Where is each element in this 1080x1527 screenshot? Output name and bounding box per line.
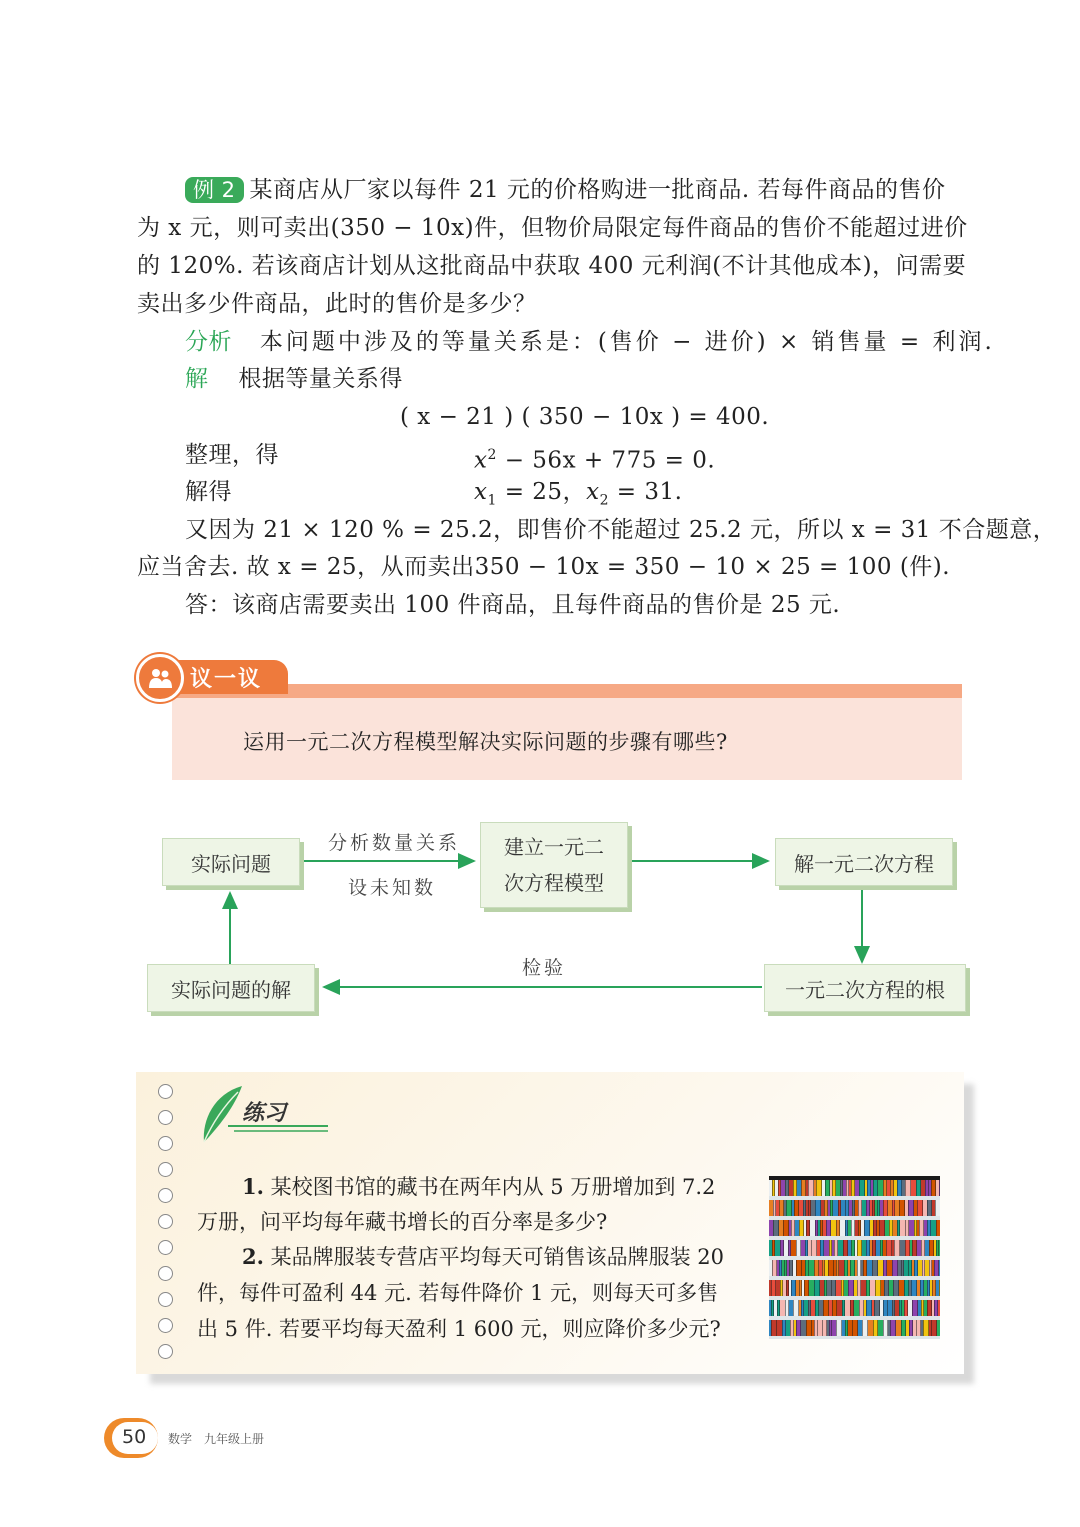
node-practical-problem: [162, 838, 300, 886]
eq3-x1: x: [474, 479, 488, 505]
discuss-title: 议一议: [190, 667, 263, 692]
eq3-sub2: 2: [599, 492, 609, 509]
q2-line-3: 出 5 件. 若要平均每天盈利 1 600 元，则应降价多少元?: [197, 1317, 721, 1341]
example-tag: 例 2: [185, 177, 244, 203]
q1-line-2: 万册，问平均每年藏书增长的百分率是多少?: [197, 1210, 608, 1234]
node-equation-roots-label: 一元二次方程的根: [785, 977, 945, 1002]
reason-line-2: 应当舍去. 故 x = 25，从而卖出350 − 10x = 350 − 10 × 25 = 100 (件).: [137, 554, 951, 580]
q2-number: 2.: [242, 1244, 264, 1269]
example-line-2: 为 x 元，则可卖出(350 − 10x)件，但物价局限定每件商品的售价不能超过进价: [137, 215, 968, 241]
discuss-question: 运用一元二次方程模型解决实际问题的步骤有哪些?: [243, 730, 728, 754]
q1-text-1: 某校图书馆的藏书在两年内从 5 万册增加到 7.2: [270, 1175, 716, 1199]
edge-label-check: 检验: [522, 957, 567, 979]
edge-label-analyze: 分析数量关系: [328, 832, 461, 854]
reason-line-1: 又因为 21 × 120 % = 25.2，即售价不能超过 25.2 元，所以 x = 31 不合题意，: [185, 517, 1057, 543]
node-build-model-line-1: 建立一元二: [504, 835, 604, 859]
library-photo: [769, 1176, 940, 1339]
page-number-badge: [104, 1418, 158, 1458]
node-solve-equation-label: 解一元二次方程: [794, 851, 934, 876]
step-2-label: 整理，得: [185, 442, 279, 468]
example-line-3: 的 120%. 若该商店计划从这批商品中获取 400 元利润(不计其他成本)，问需要: [137, 253, 967, 279]
analysis-label: 分析: [185, 329, 232, 355]
page-number: 50: [122, 1426, 147, 1448]
bookshelf-image: [769, 1176, 940, 1339]
node-equation-roots: [764, 964, 966, 1012]
node-build-model-line-2: 次方程模型: [504, 871, 604, 895]
q2-line-2: 件，每件可盈利 44 元. 若每件降价 1 元，则每天可多售: [197, 1281, 719, 1305]
eq2-rest: − 56x + 775 = 0.: [496, 447, 716, 474]
q2-line-1: [242, 1243, 724, 1271]
eq2-var: x: [474, 447, 488, 474]
node-practical-problem-label: 实际问题: [191, 851, 271, 876]
binder-rings: [158, 1080, 178, 1370]
node-problem-solution: [147, 964, 315, 1012]
equation-1: ( x − 21 ) ( 350 − 10x ) = 400.: [400, 404, 770, 430]
q1-line-1: [242, 1173, 715, 1201]
q1-number: 1.: [242, 1174, 264, 1199]
eq3-sub1: 1: [487, 492, 497, 509]
node-build-model: [480, 822, 628, 908]
step-3-label: 解得: [185, 479, 232, 505]
eq2-exp: 2: [487, 447, 497, 463]
eq3-x2: x: [586, 479, 600, 505]
practice-title: 练习: [242, 1101, 287, 1126]
example-text-1: 某商店从厂家以每件 21 元的价格购进一批商品. 若每件商品的售价: [249, 177, 946, 203]
book-title: 数学 九年级上册: [168, 1432, 265, 1446]
q2-text-1: 某品牌服装专营店平均每天可销售该品牌服装 20: [270, 1245, 725, 1269]
practice-title-lines: [228, 1124, 328, 1136]
answer-line: 答：该商店需要卖出 100 件商品，且每件商品的售价是 25 元.: [185, 592, 841, 618]
node-solve-equation: [775, 838, 953, 886]
eq3-mid: = 25，: [496, 479, 587, 505]
edge-label-unknown: 设未知数: [348, 877, 437, 899]
solution-label: 解: [185, 366, 209, 392]
eq3-end: = 31.: [608, 479, 683, 505]
node-problem-solution-label: 实际问题的解: [171, 977, 291, 1002]
analysis-text: 本问题中涉及的等量关系是：(售价 − 进价) × 销售量 = 利润.: [259, 329, 995, 355]
solution-text: 根据等量关系得: [238, 366, 403, 392]
example-line-4: 卖出多少件商品，此时的售价是多少？: [137, 291, 537, 317]
